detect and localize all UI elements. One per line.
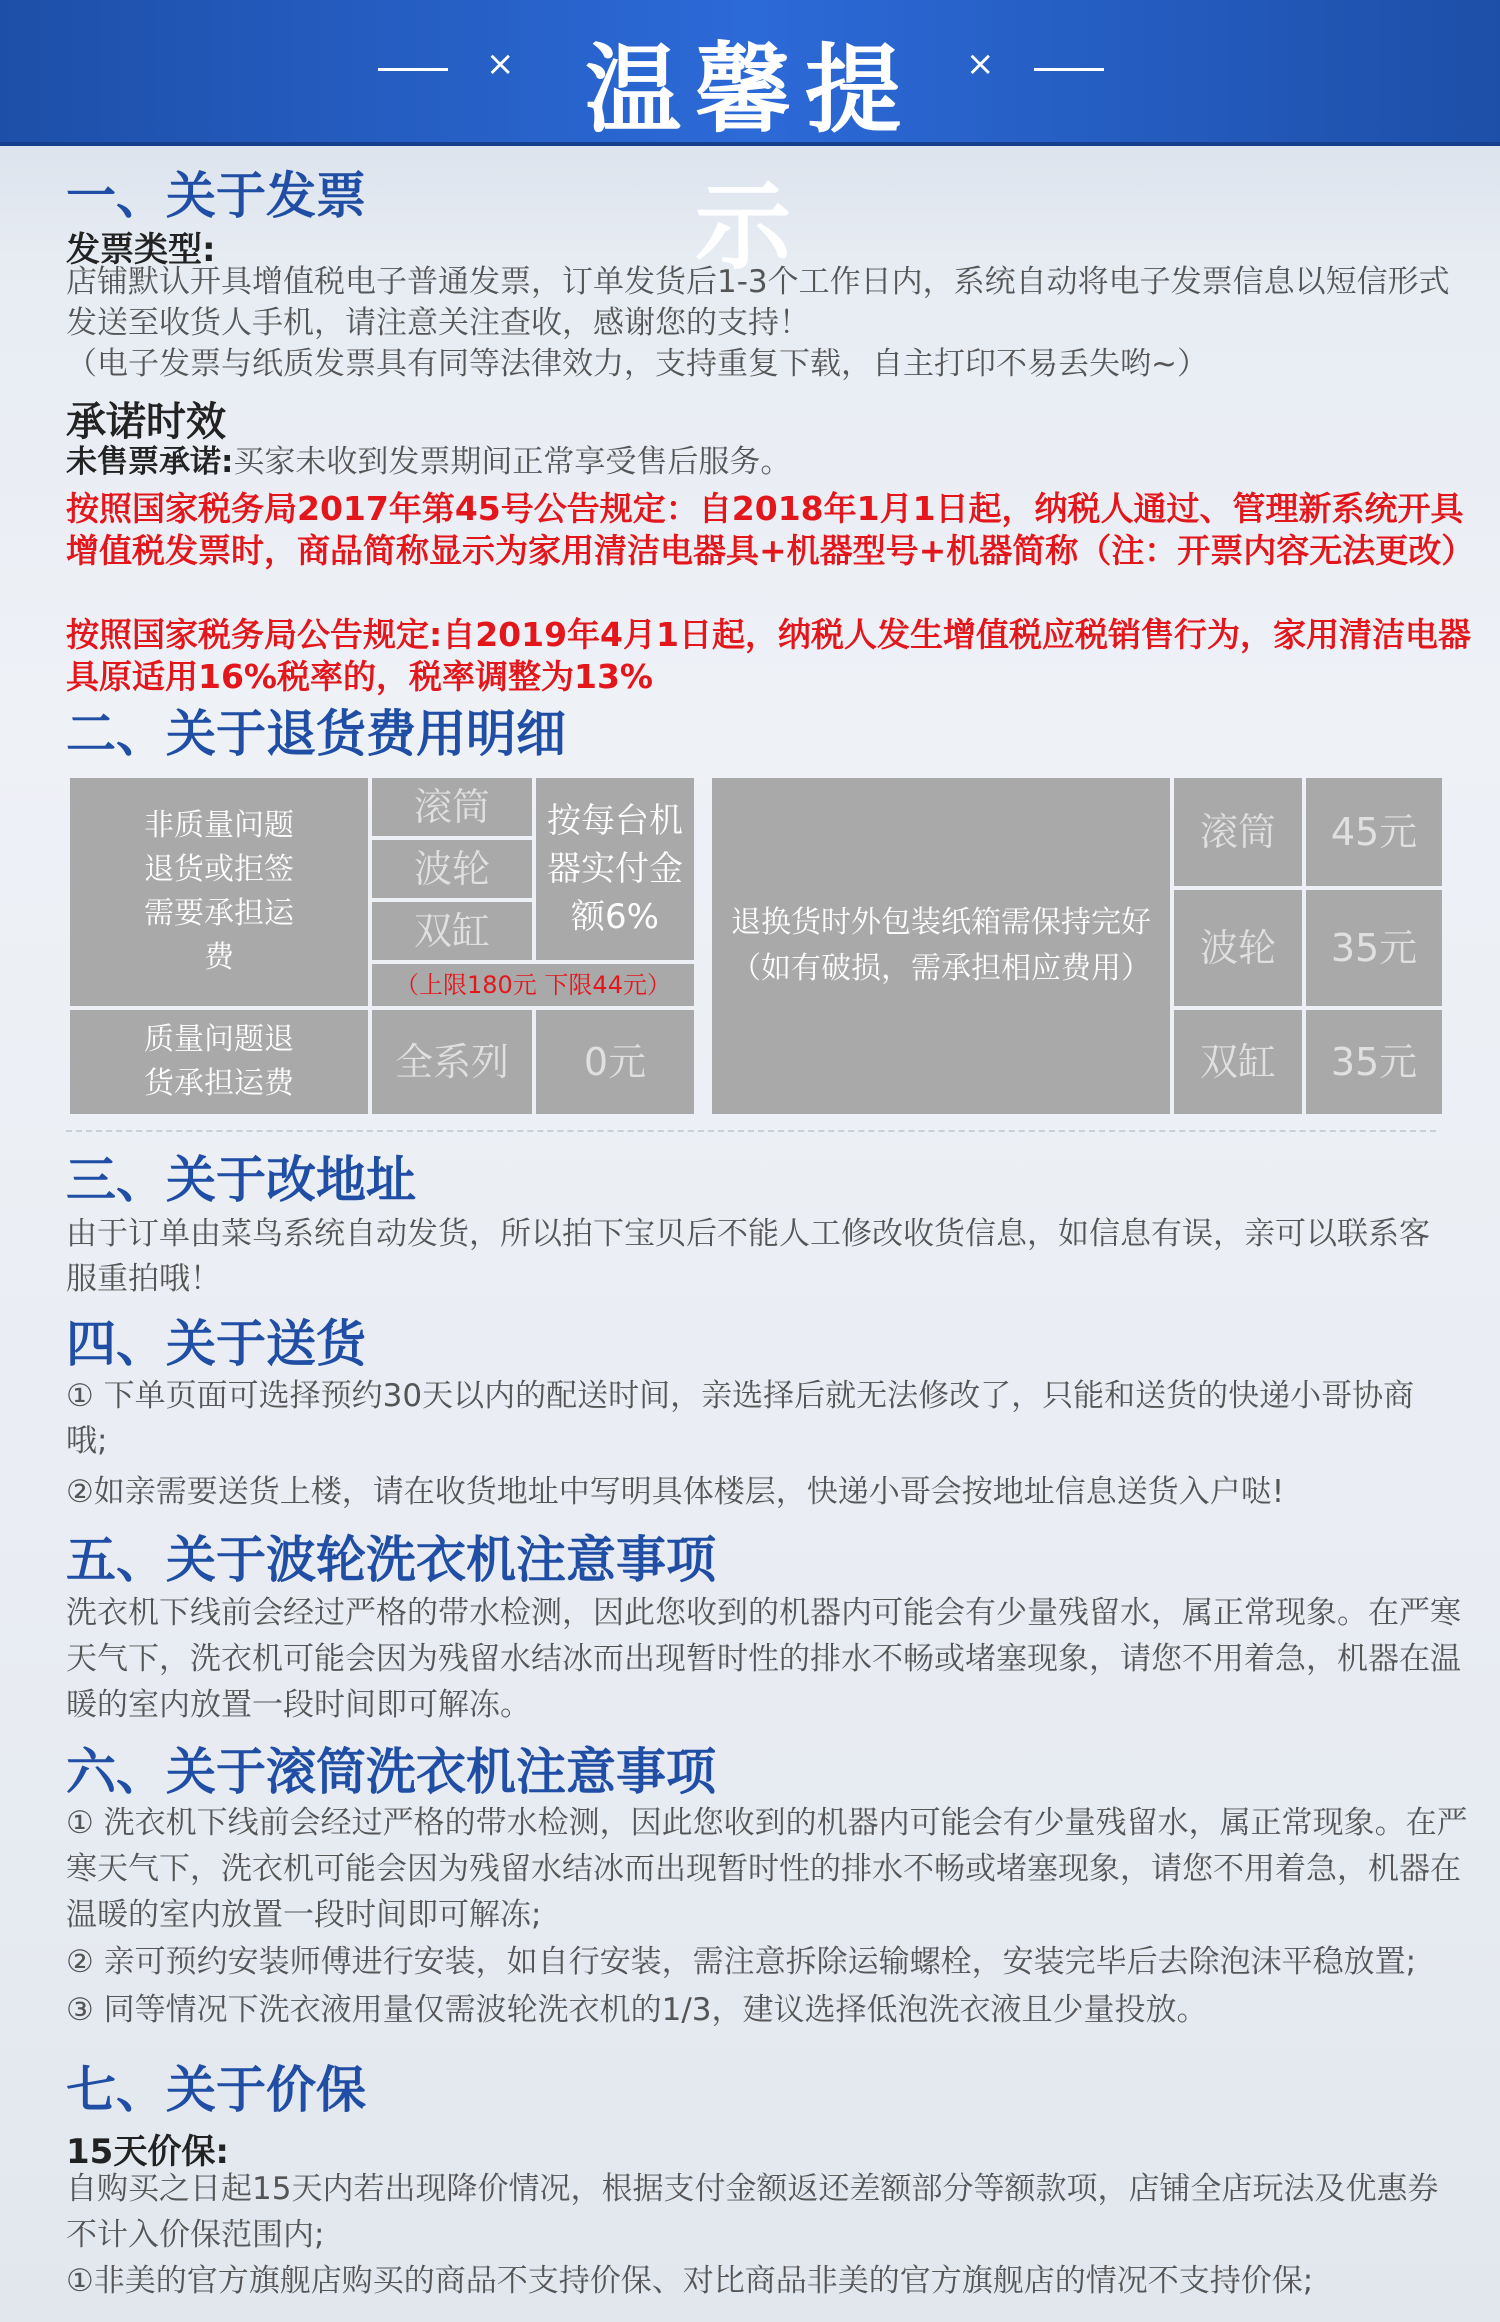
section-drum-title: 六、关于滚筒洗衣机注意事项 xyxy=(66,1743,716,1801)
zero-fee: 0元 xyxy=(536,1010,694,1114)
delivery-text-1: ① 下单页面可选择预约30天以内的配送时间，亲选择后就无法修改了，只能和送货的快递小哥协商哦; xyxy=(66,1378,1415,1459)
fee-twin: 35元 xyxy=(1306,1010,1442,1114)
invoice-type-label: 发票类型: xyxy=(66,230,216,270)
drum-text-2: ② 亲可预约安装师傅进行安装，如自行安装，需注意拆除运输螺栓，安装完毕后去除泡沫平稳放置; xyxy=(66,1944,1417,1980)
page-title: 温馨提示 xyxy=(585,34,915,283)
section-address-title: 三、关于改地址 xyxy=(66,1151,416,1209)
divider xyxy=(66,1130,1436,1132)
type-pulsator: 波轮 xyxy=(372,840,532,898)
all-series: 全系列 xyxy=(372,1010,532,1114)
promise-text xyxy=(66,442,1466,483)
type-drum: 滚筒 xyxy=(372,778,532,836)
tax-notice-1: 按照国家税务局2017年第45号公告规定：自2018年1月1日起，纳税人通过、管理新系统开具增值税发票时，商品简称显示为家用清洁电器具+机器型号+机器简称（注：开票内容无法更改） xyxy=(66,489,1475,570)
section-invoice-title: 一、关于发票 xyxy=(66,167,366,225)
promise-text-body: 买家未收到发票期间正常享受售后服务。 xyxy=(233,444,792,480)
invoice-text-1: 店铺默认开具增值税电子普通发票，订单发货后1-3个工作日内，系统自动将电子发票信息以短信形式发送至收货人手机，请注意关注查收，感谢您的支持！ xyxy=(66,264,1450,341)
invoice-text-2: （电子发票与纸质发票具有同等法律效力，支持重复下载，自主打印不易丢失哟~） xyxy=(66,346,1208,382)
price-protection-text-1: 自购买之日起15天内若出现降价情况，根据支付金额返还差额部分等额款项，店铺全店玩法及优惠券不计入价保范围内; xyxy=(66,2171,1439,2253)
fee-type-drum: 滚筒 xyxy=(1174,778,1302,886)
promise-label: 承诺时效 xyxy=(66,399,226,445)
exchange-note: 退换货时外包装纸箱需保持完好（如有破损，需承担相应费用） xyxy=(712,778,1170,1114)
delivery-text-2: ②如亲需要送货上楼，请在收货地址中写明具体楼层，快递小哥会按地址信息送货入户哒! xyxy=(66,1474,1285,1510)
section-price-protection-title: 七、关于价保 xyxy=(66,2061,366,2119)
type-twin: 双缸 xyxy=(372,902,532,960)
pulsator-text: 洗衣机下线前会经过严格的带水检测，因此您收到的机器内可能会有少量残留水，属正常现象。在严寒天气下，洗衣机可能会因为残留水结冰而出现暂时性的排水不畅或堵塞现象，请您不用着急，机器在温暖的室内放置一段时间即可解冻。 xyxy=(66,1595,1461,1723)
price-protection-label: 15天价保: xyxy=(66,2132,229,2172)
drum-text-1: ① 洗衣机下线前会经过严格的带水检测，因此您收到的机器内可能会有少量残留水，属正常现象。在严寒天气下，洗衣机可能会因为残留水结冰而出现暂时性的排水不畅或堵塞现象，请您不用着急，机器在温暖的室内放置一段时间即可解冻; xyxy=(66,1805,1468,1933)
pay-rate: 按每台机器实付金额6% xyxy=(536,778,694,960)
tax-notice-2: 按照国家税务局公告规定:自2019年4月1日起，纳税人发生增值税应税销售行为，家用清洁电器具原适用16%税率的，税率调整为13% xyxy=(66,615,1471,696)
banner-line-left xyxy=(378,68,448,71)
fee-type-twin: 双缸 xyxy=(1174,1010,1302,1114)
pay-limit: （上限180元 下限44元） xyxy=(372,964,694,1006)
banner-x-right: × xyxy=(966,44,995,84)
promise-text-label: 未售票承诺: xyxy=(66,444,234,480)
quality-label: 质量问题退货承担运费 xyxy=(70,1010,368,1114)
fee-drum: 45元 xyxy=(1306,778,1442,886)
section-return-fee-title: 二、关于退货费用明细 xyxy=(66,705,566,763)
nonquality-label: 非质量问题退货或拒签需要承担运费 xyxy=(70,778,368,1006)
section-delivery-title: 四、关于送货 xyxy=(66,1315,366,1373)
drum-text-3: ③ 同等情况下洗衣液用量仅需波轮洗衣机的1/3，建议选择低泡洗衣液且少量投放。 xyxy=(66,1992,1208,2028)
section-pulsator-title: 五、关于波轮洗衣机注意事项 xyxy=(66,1531,716,1589)
price-protection-text-2: ①非美的官方旗舰店购买的商品不支持价保、对比商品非美的官方旗舰店的情况不支持价保; xyxy=(66,2263,1314,2299)
address-text: 由于订单由菜鸟系统自动发货，所以拍下宝贝后不能人工修改收货信息，如信息有误，亲可以联系客服重拍哦！ xyxy=(66,1216,1430,1297)
fee-pulsator: 35元 xyxy=(1306,890,1442,1006)
banner-line-right xyxy=(1034,68,1104,71)
banner-x-left: × xyxy=(486,44,515,84)
fee-type-pulsator: 波轮 xyxy=(1174,890,1302,1006)
